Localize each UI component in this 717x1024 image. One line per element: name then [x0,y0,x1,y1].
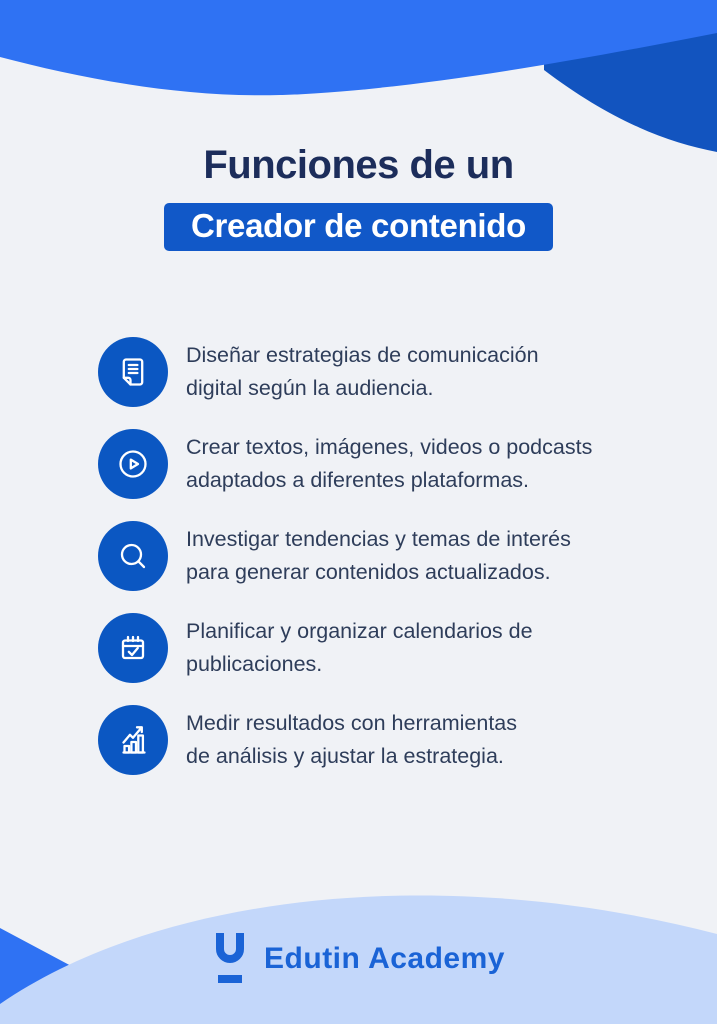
item-text-line: Crear textos, imágenes, videos o podcasts [186,435,593,459]
item-text [186,431,592,497]
item-text-line: Medir resultados con herramientas [186,711,518,735]
item-text-line: Diseñar estrategias de comunicación [186,343,539,367]
item-text [186,339,539,405]
play-circle-icon [98,429,168,499]
search-icon [98,521,168,591]
list-item [98,613,658,683]
header [0,141,717,251]
list-item [98,705,658,775]
item-text-line: Investigar tendencias y temas de interés [186,527,571,551]
growth-chart-icon [98,705,168,775]
list-item [98,521,658,591]
page-title: Funciones de un [203,143,514,187]
item-text-line: digital según la audiencia. [186,376,434,400]
item-text-line: de análisis y ajustar la estrategia. [186,744,504,768]
title-badge [164,203,553,251]
edutin-logo-icon [212,931,248,987]
list-item [98,429,658,499]
calendar-check-icon [98,613,168,683]
item-text-line: adaptados a diferentes plataformas. [186,468,530,492]
item-text [186,523,571,589]
title-badge-label: Creador de contenido [190,207,527,244]
item-text-line: publicaciones. [186,652,323,676]
list-item [98,337,658,407]
item-text [186,615,533,681]
item-text-line: Planificar y organizar calendarios de [186,619,533,643]
item-text-line: para generar contenidos actualizados. [186,560,551,584]
item-text [186,707,517,773]
document-icon [98,337,168,407]
brand-name: Edutin Academy [264,942,505,975]
functions-list [98,337,658,797]
footer-wave-decoration [0,824,717,1024]
footer-brand [0,931,717,987]
